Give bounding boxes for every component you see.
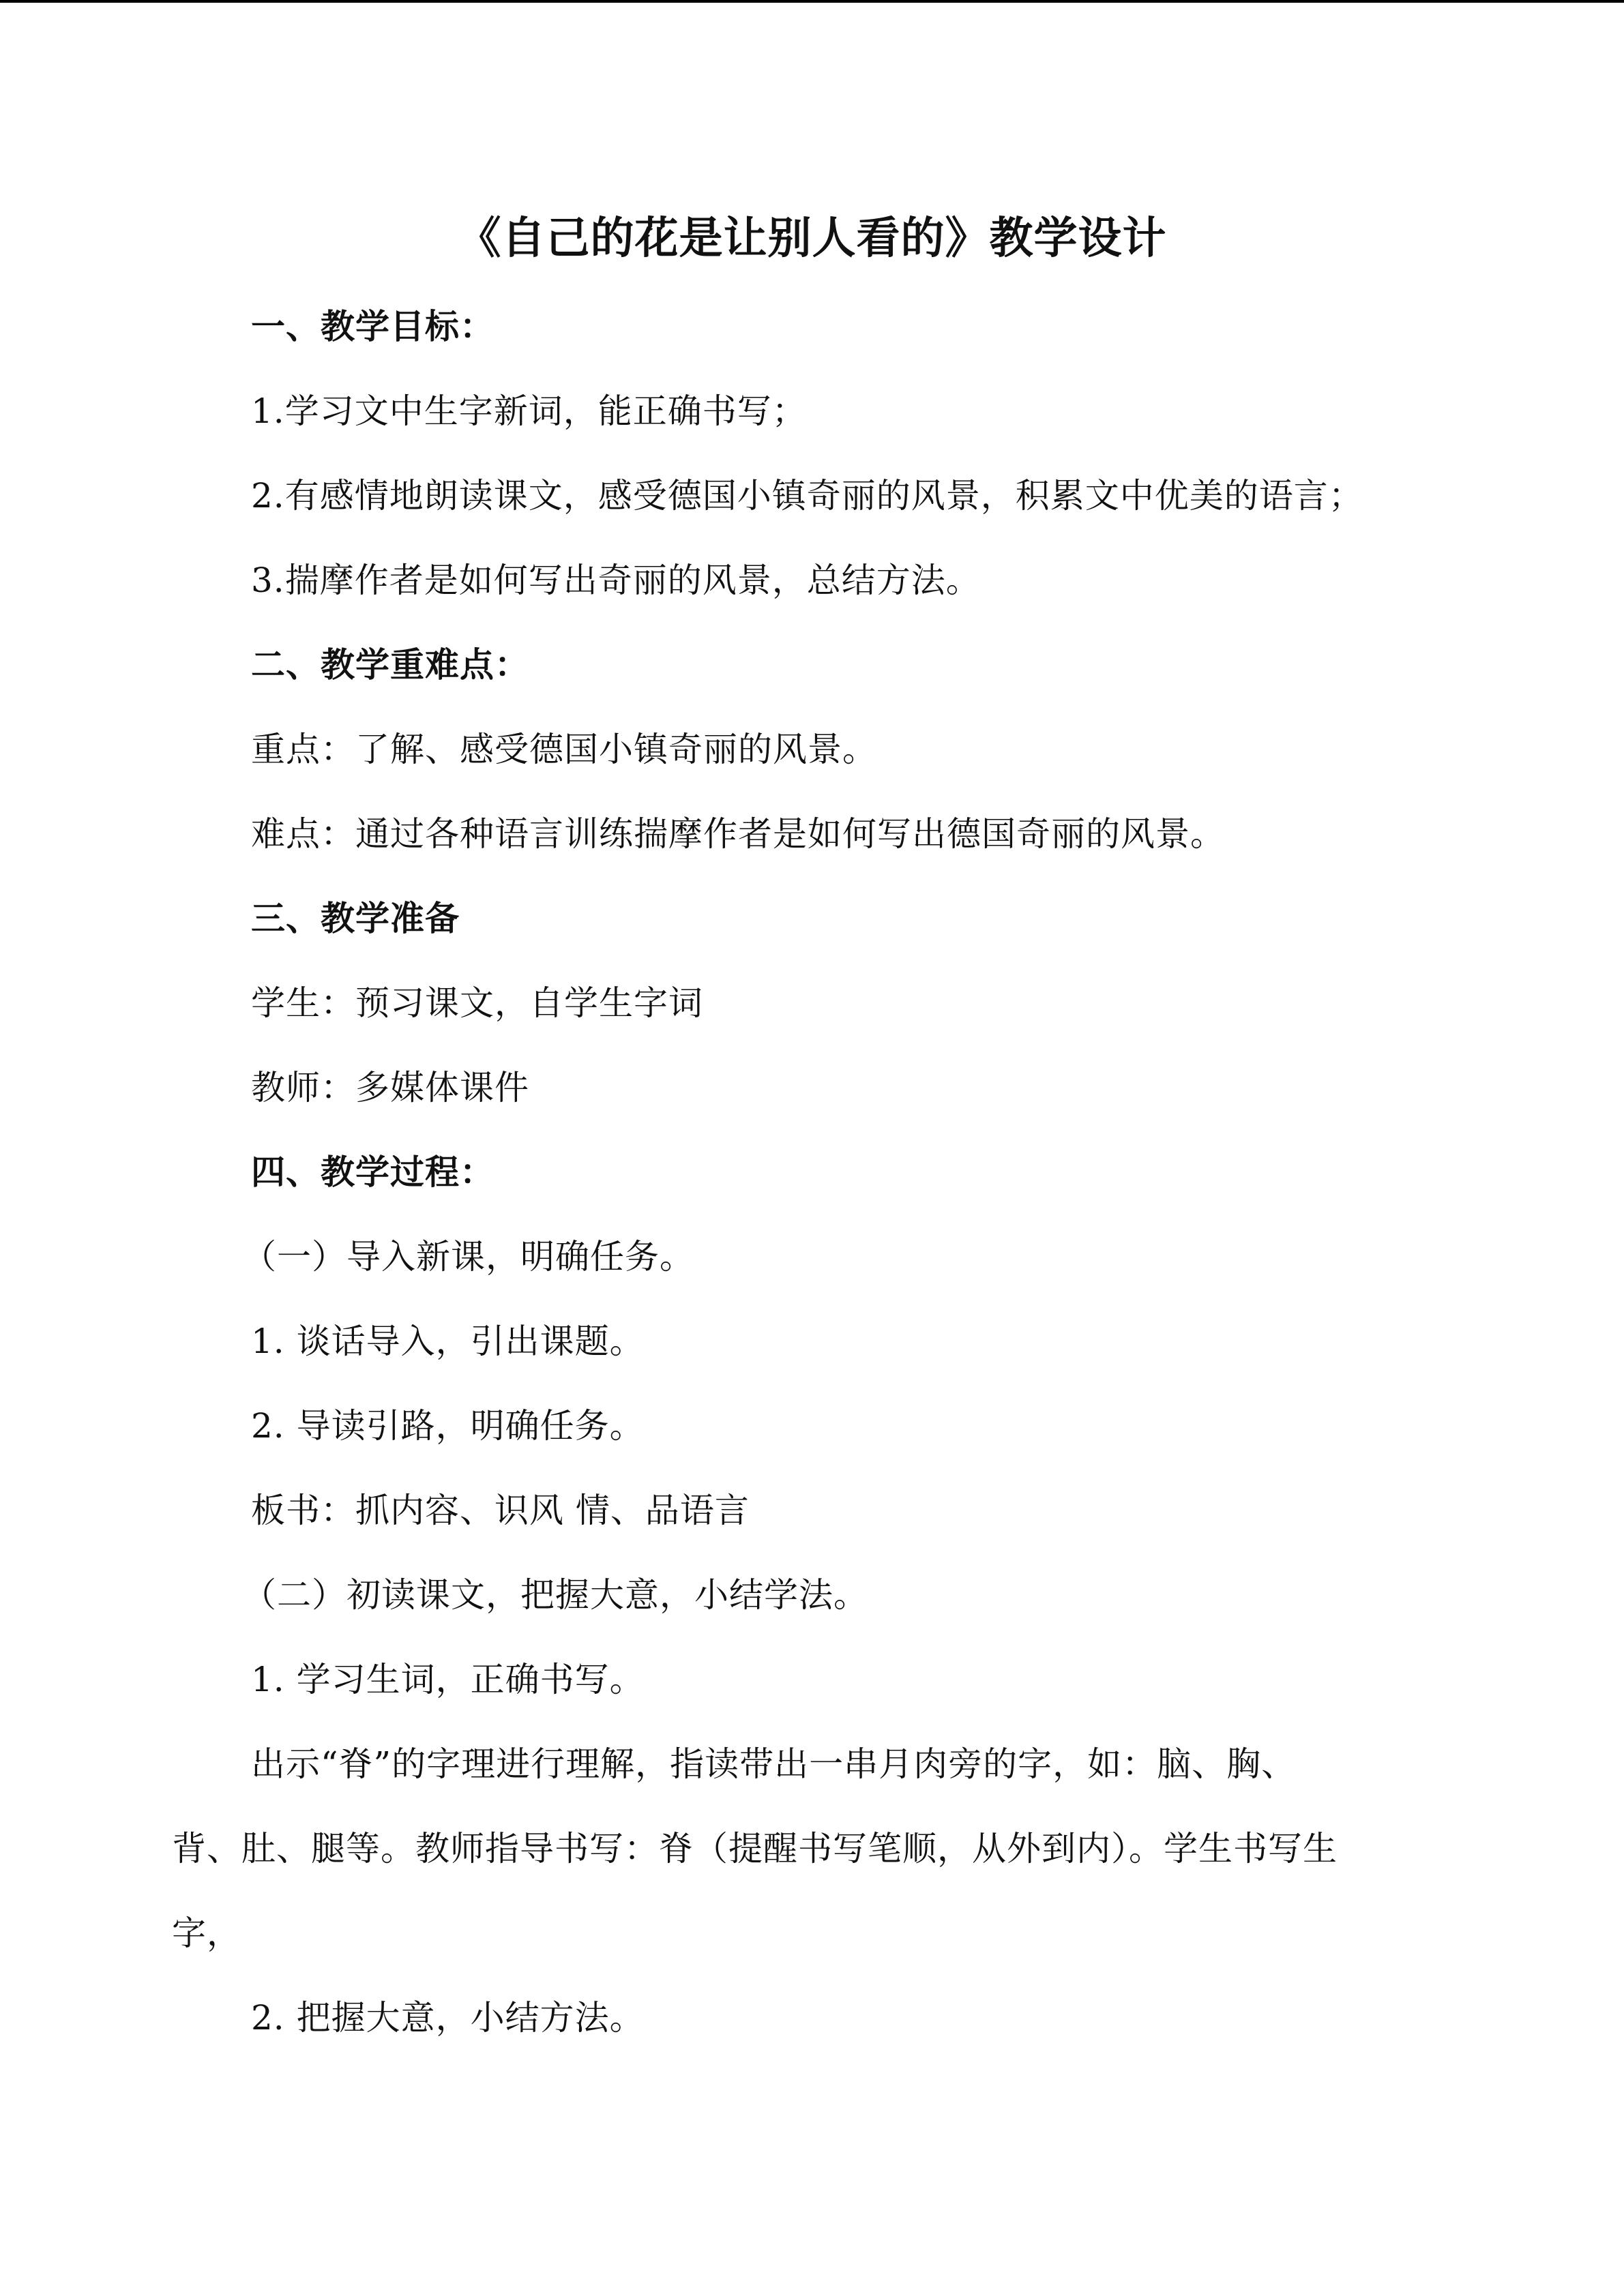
paragraph-line-1: 出示“脊”的字理进行理解，指读带出一串月肉旁的字，如：脑、胸、	[251, 1744, 1297, 1784]
student-preparation-text: 学生：预习课文，自学生字词	[251, 983, 703, 1023]
teacher-preparation-text: 教师：多媒体课件	[251, 1068, 529, 1107]
section-heading-preparation: 三、教学准备	[251, 898, 460, 938]
section-heading-key-points: 二、教学重难点：	[251, 644, 529, 685]
goal-item-2: 2.有感情地朗读课文，感受德国小镇奇丽的风景，积累文中优美的语言；	[251, 476, 1363, 516]
section-heading-goals: 一、教学目标：	[251, 306, 494, 346]
difficult-point-text: 难点：通过各种语言训练揣摩作者是如何写出德国奇丽的风景。	[251, 814, 1225, 854]
process-step-2-item-2: 2. 把握大意，小结方法。	[251, 1998, 645, 2038]
process-step-2-item-1: 1. 学习生词，正确书写。	[251, 1660, 645, 1699]
board-writing-text: 板书：抓内容、识风 情、品语言	[251, 1491, 750, 1530]
key-point-text: 重点：了解、感受德国小镇奇丽的风景。	[251, 730, 877, 769]
process-step-1-item-2: 2. 导读引路，明确任务。	[251, 1406, 645, 1446]
process-step-2-heading: （二）初读课文，把握大意，小结学法。	[242, 1575, 868, 1615]
goal-item-3: 3.揣摩作者是如何写出奇丽的风景，总结方法。	[251, 561, 981, 600]
section-heading-process: 四、教学过程：	[251, 1152, 494, 1192]
goal-item-1: 1.学习文中生字新词，能正确书写；	[251, 391, 807, 431]
paragraph-line-3: 字，	[172, 1913, 241, 1953]
document-title: 《自己的花是让别人看的》教学设计	[457, 213, 1167, 264]
paragraph-line-2: 背、肚、腿等。教师指导书写：脊（提醒书写笔顺，从外到内）。学生书写生	[172, 1829, 1338, 1868]
process-step-1-heading: （一）导入新课，明确任务。	[242, 1237, 694, 1277]
process-step-1-item-1: 1. 谈话导入，引出课题。	[251, 1322, 645, 1361]
